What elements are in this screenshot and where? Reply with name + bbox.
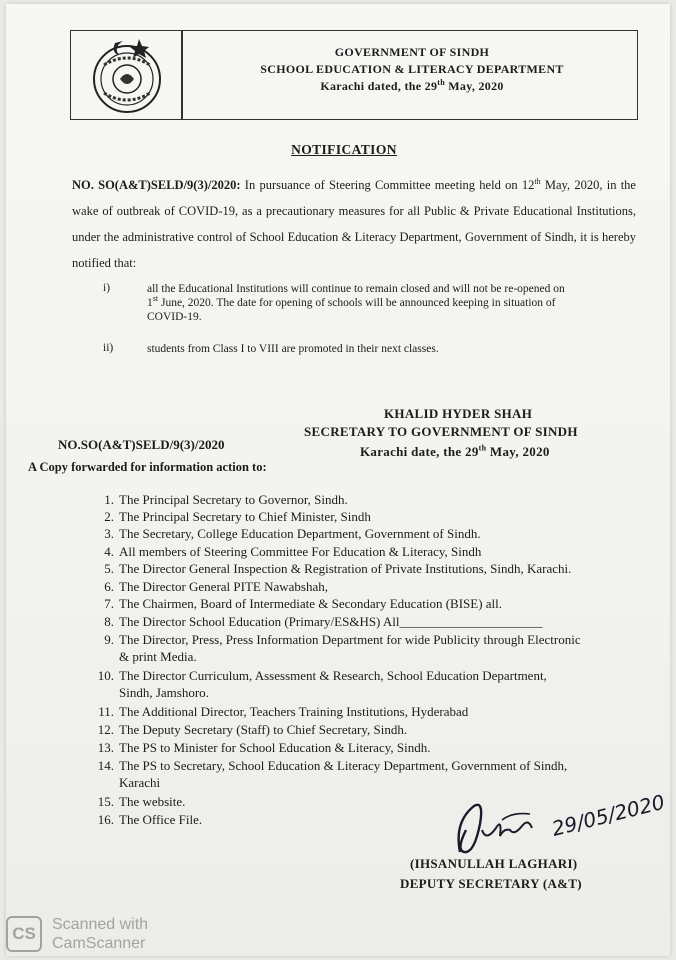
watermark-line2: CamScanner	[52, 935, 146, 952]
sindh-government-seal-icon	[87, 35, 167, 115]
list-item: 16. The Office File.	[97, 812, 203, 827]
copy-ref-number: NO.SO(A&T)SELD/9(3)/2020	[58, 437, 225, 452]
list-item: 3. The Secretary, College Education Department, Government of Sindh.	[104, 526, 481, 541]
list-item: 12. The Deputy Secretary (Staff) to Chief Secretary, Sindh.	[97, 722, 408, 737]
point-1-line3: COVID-19.	[147, 311, 202, 323]
list-item-continuation: Sindh, Jamshoro.	[119, 685, 209, 700]
letterhead-divider	[181, 31, 183, 119]
signatory-name: KHALID HYDER SHAH	[384, 406, 533, 421]
point-2-line1: students from Class I to VIII are promoted in their next classes.	[147, 343, 439, 355]
point-1-line1: all the Educational Institutions will continue to remain closed and will not be re-opened on	[147, 283, 565, 295]
list-item: 1. The Principal Secretary to Governor, Sindh.	[104, 492, 348, 507]
notification-ref: NO. SO(A&T)SELD/9(3)/2020:	[72, 178, 241, 192]
document-page	[6, 4, 670, 956]
camscanner-watermark	[6, 914, 206, 956]
list-item: 7. The Chairmen, Board of Intermediate & Secondary Education (BISE) all.	[104, 596, 503, 611]
signatory-title: SECRETARY TO GOVERNMENT OF SINDH	[304, 424, 578, 439]
notification-title: NOTIFICATION	[291, 142, 397, 157]
watermark-line1: Scanned with	[52, 916, 149, 933]
list-item-continuation: & print Media.	[119, 649, 197, 664]
list-item: 6. The Director General PITE Nawabshah,	[104, 579, 328, 594]
letterhead	[70, 30, 638, 120]
list-item-continuation: Karachi	[119, 775, 161, 790]
department-name: SCHOOL EDUCATION & LITERACY DEPARTMENT	[260, 62, 564, 76]
camscanner-logo-icon: CS	[6, 916, 42, 952]
deputy-name: (IHSANULLAH LAGHARI)	[410, 856, 578, 871]
list-item: 5. The Director General Inspection & Registration of Private Institutions, Sindh, Karachi.	[104, 561, 572, 576]
point-1-number: i)	[103, 282, 111, 294]
list-item: 10. The Director Curriculum, Assessment & Research, School Education Department,	[97, 668, 547, 683]
deputy-title: DEPUTY SECRETARY (A&T)	[400, 876, 582, 891]
govt-name: GOVERNMENT OF SINDH	[334, 45, 490, 59]
copy-forwarded-heading: A Copy forwarded for information action to:	[28, 460, 267, 474]
notification-body: NO. SO(A&T)SELD/9(3)/2020: In pursuance of Steering Committee meeting held on 12th May, 2020, in the wake of outbreak of COVID-19, as a precautionary measures for all Public & Private Educational Institutions, under the administrative control of School Education & Literacy Department, Government of Sindh, it is hereby notified that:	[72, 176, 636, 270]
list-item: 4. All members of Steering Committee For Education & Literacy, Sindh	[104, 544, 482, 559]
point-1-line2: 1st June, 2020. The date for opening of schools will be announced keeping in situation of	[147, 294, 556, 309]
signatory-date: Karachi date, the 29th May, 2020	[360, 443, 550, 459]
list-item: 14. The PS to Secretary, School Education & Literacy Department, Government of Sindh,	[97, 758, 568, 773]
list-item: 11. The Additional Director, Teachers Training Institutions, Hyderabad	[98, 704, 469, 719]
header-date: Karachi dated, the 29th May, 2020	[320, 78, 504, 93]
list-item: 8. The Director School Education (Primary/ES&HS) All______________________	[104, 614, 543, 629]
list-item: 9. The Director, Press, Press Information Department for wide Publicity through Electronic	[104, 632, 581, 647]
handwritten-date: 29/05/2020	[549, 790, 668, 841]
list-item: 13. The PS to Minister for School Education & Literacy, Sindh.	[97, 740, 431, 755]
list-item: 15. The website.	[97, 794, 186, 809]
point-2-number: ii)	[103, 342, 114, 354]
list-item: 2. The Principal Secretary to Chief Minister, Sindh	[104, 509, 371, 524]
